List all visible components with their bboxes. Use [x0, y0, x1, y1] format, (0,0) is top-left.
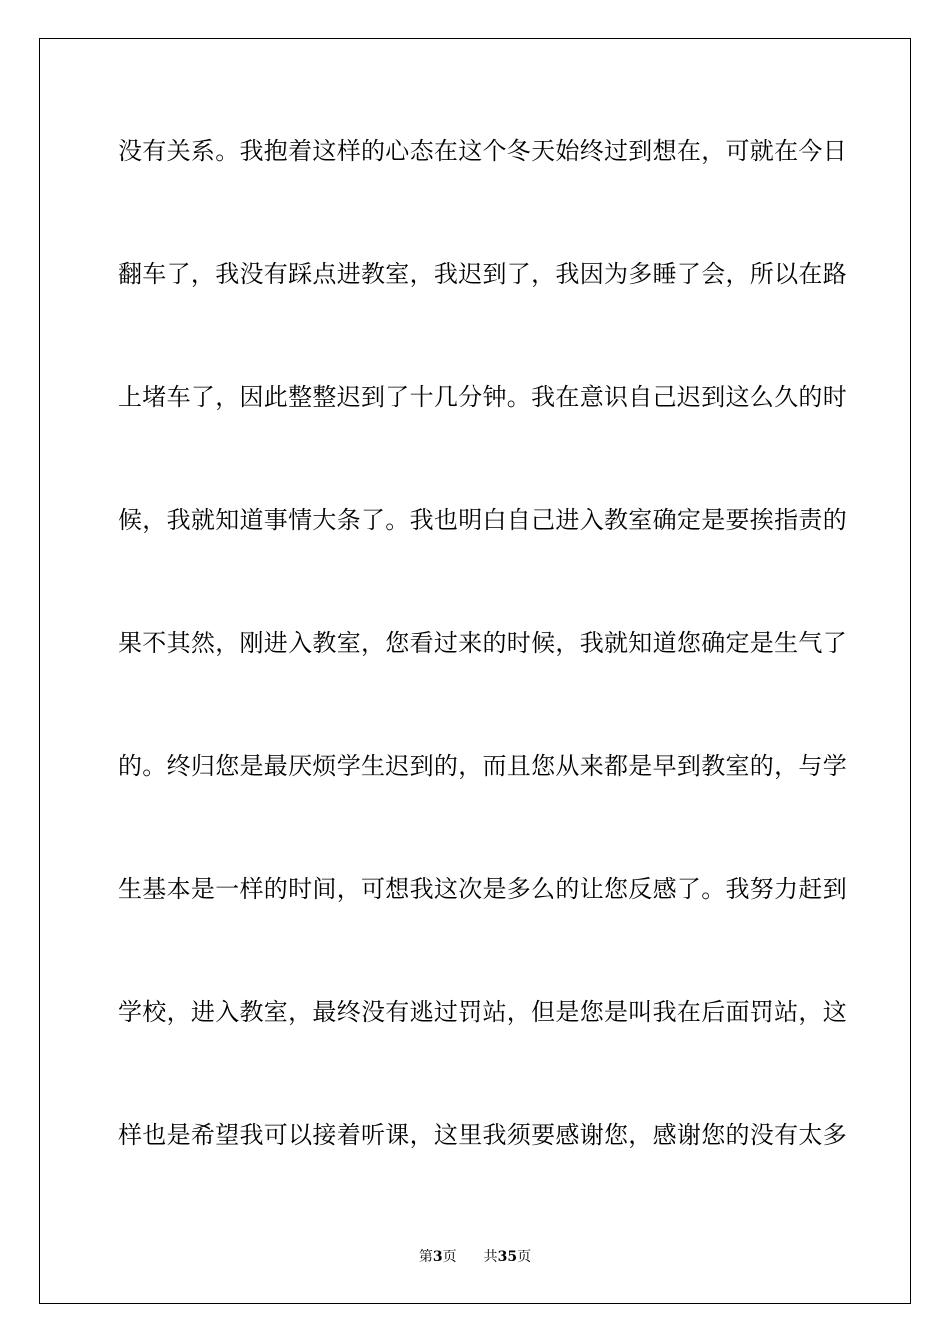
- body-text-line: 翻车了，我没有踩点进教室，我迟到了，我因为多睡了会，所以在路: [118, 260, 847, 288]
- total-suffix: 页: [517, 1249, 532, 1265]
- page-footer: [0, 1248, 950, 1266]
- total-prefix: 共: [483, 1249, 498, 1265]
- body-text-line: 的。终归您是最厌烦学生迟到的，而且您从来都是早到教室的，与学: [118, 752, 847, 780]
- body-text-line: 上堵车了，因此整整迟到了十几分钟。我在意识自己迟到这么久的时: [118, 383, 847, 411]
- body-text-line: 果不其然，刚进入教室，您看过来的时候，我就知道您确定是生气了: [118, 629, 847, 657]
- page-number-indicator: [419, 1249, 461, 1265]
- total-pages-number: 35: [497, 1249, 518, 1265]
- current-page-number: 3: [432, 1249, 443, 1265]
- body-text-line: 学校，进入教室，最终没有逃过罚站，但是您是叫我在后面罚站，这: [118, 998, 847, 1026]
- page-prefix: 第: [418, 1249, 433, 1265]
- body-text-line: 候，我就知道事情大条了。我也明白自己进入教室确定是要挨指责的: [118, 506, 847, 534]
- page-suffix: 页: [442, 1249, 457, 1265]
- body-text-line: 生基本是一样的时间，可想我这次是多么的让您反感了。我努力赶到: [118, 875, 847, 903]
- body-text-line: 样也是希望我可以接着听课，这里我须要感谢您，感谢您的没有太多: [118, 1121, 847, 1149]
- body-text-line: 没有关系。我抱着这样的心态在这个冬天始终过到想在，可就在今日: [118, 137, 847, 165]
- page-border: [39, 38, 911, 1304]
- total-pages-indicator: [484, 1249, 531, 1265]
